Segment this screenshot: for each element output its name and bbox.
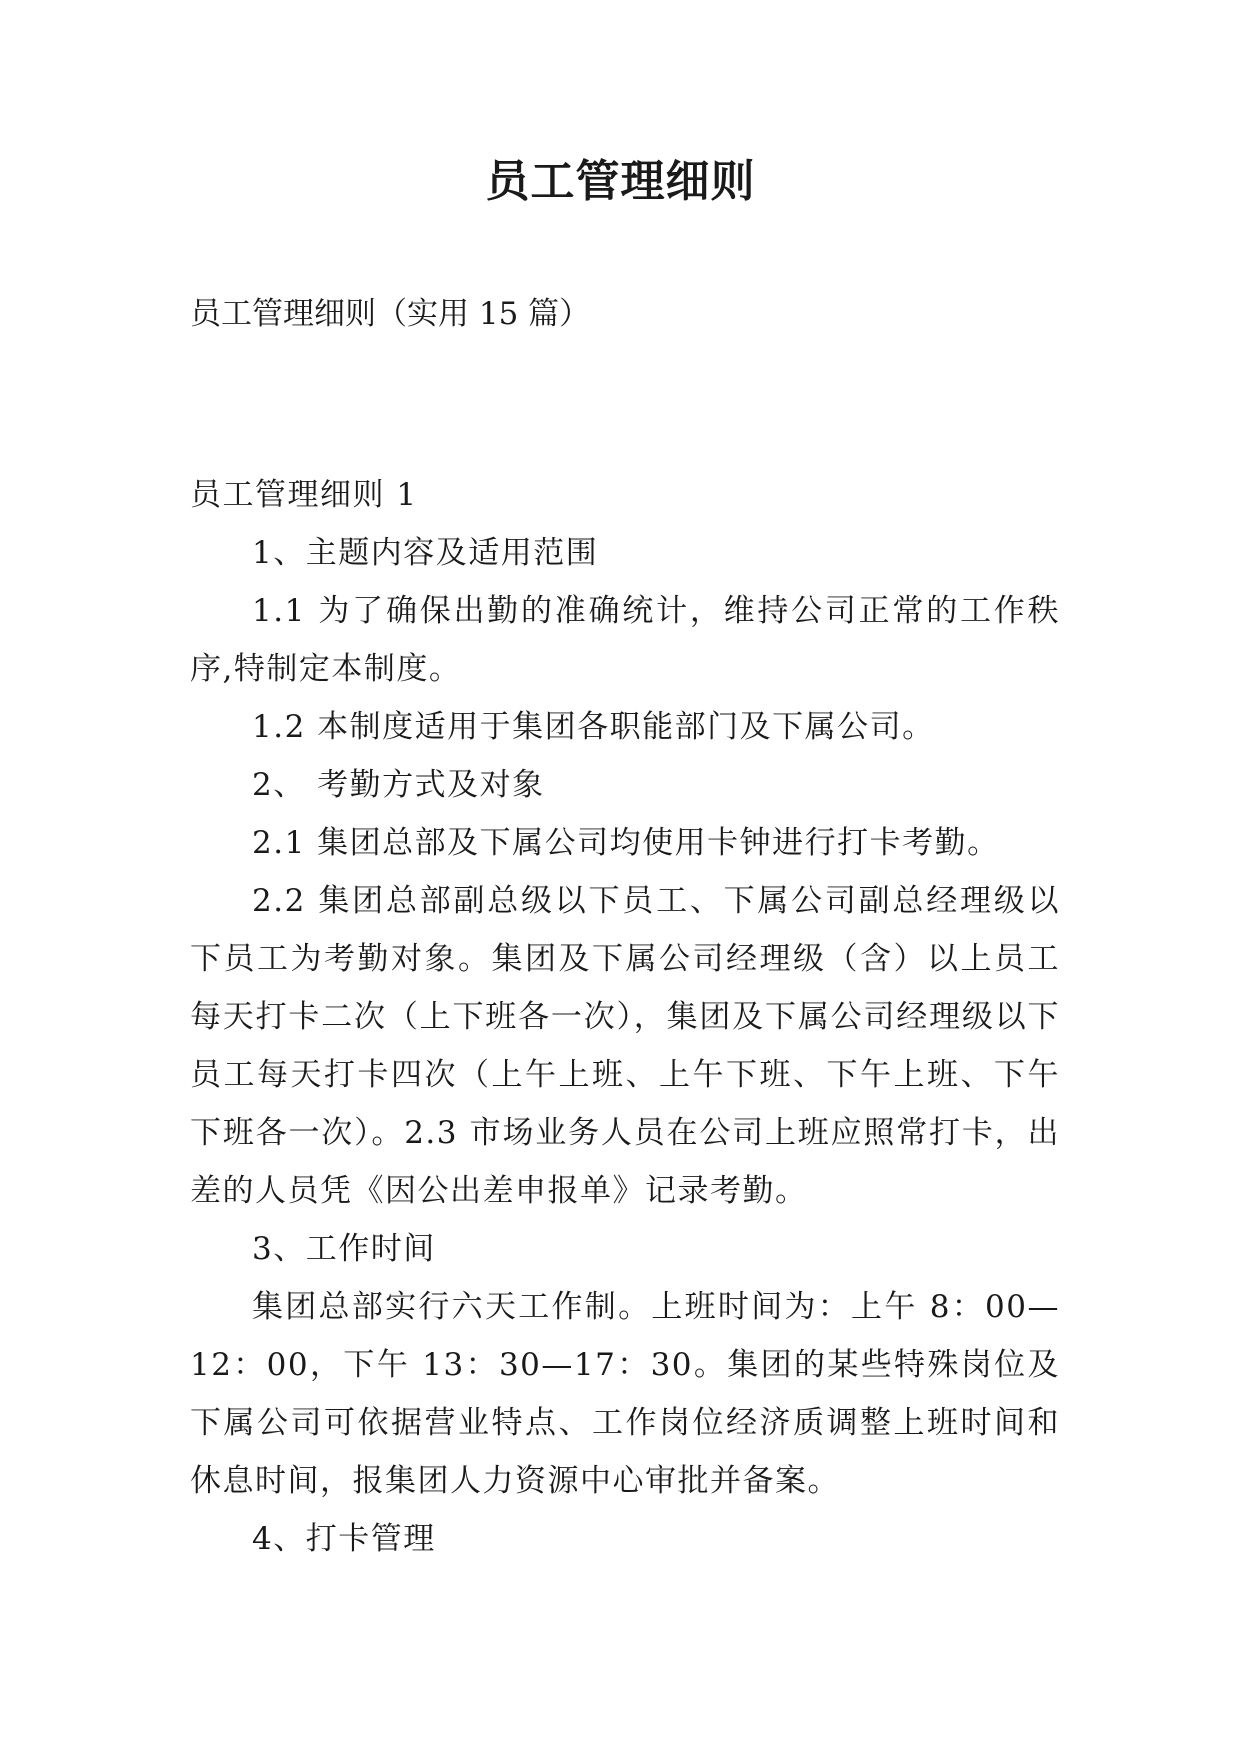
- clause-2-1: 2.1 集团总部及下属公司均使用卡钟进行打卡考勤。: [252, 825, 1000, 861]
- clause-3-heading: 3、工作时间: [252, 1231, 436, 1267]
- section-heading: 员工管理细则 1: [190, 477, 418, 513]
- clause-4-heading: 4、打卡管理: [252, 1521, 436, 1557]
- document-subtitle: 员工管理细则（实用 15 篇）: [190, 296, 591, 332]
- clause-1-heading: 1、主题内容及适用范围: [252, 535, 599, 571]
- clause-1-1: 1.1 为了确保出勤的准确统计，维持公司正常的工作秩序,特制定本制度。: [190, 593, 1060, 687]
- document-body: [190, 466, 1060, 1568]
- clause-1-2: 1.2 本制度适用于集团各职能部门及下属公司。: [252, 709, 935, 745]
- document-title: 员工管理细则: [485, 156, 756, 207]
- clause-2-2: 2.2 集团总部副总级以下员工、下属公司副总经理级以下员工为考勤对象。集团及下属公司经理级（含）以上员工每天打卡二次（上下班各一次），集团及下属公司经理级以下员工每天打卡四次（上午上班、上午下班、下午上班、下午下班各一次）。2.3 市场业务人员在公司上班应照常打卡，出差的人员凭《因公出差申报单》记录考勤。: [190, 883, 1060, 1209]
- clause-2-heading: 2、 考勤方式及对象: [252, 767, 545, 803]
- clause-3-body: 集团总部实行六天工作制。上班时间为：上午 8：00—12：00，下午 13：30—17：30。集团的某些特殊岗位及下属公司可依据营业特点、工作岗位经济质调整上班时间和休息时间，报集团人力资源中心审批并备案。: [190, 1289, 1060, 1499]
